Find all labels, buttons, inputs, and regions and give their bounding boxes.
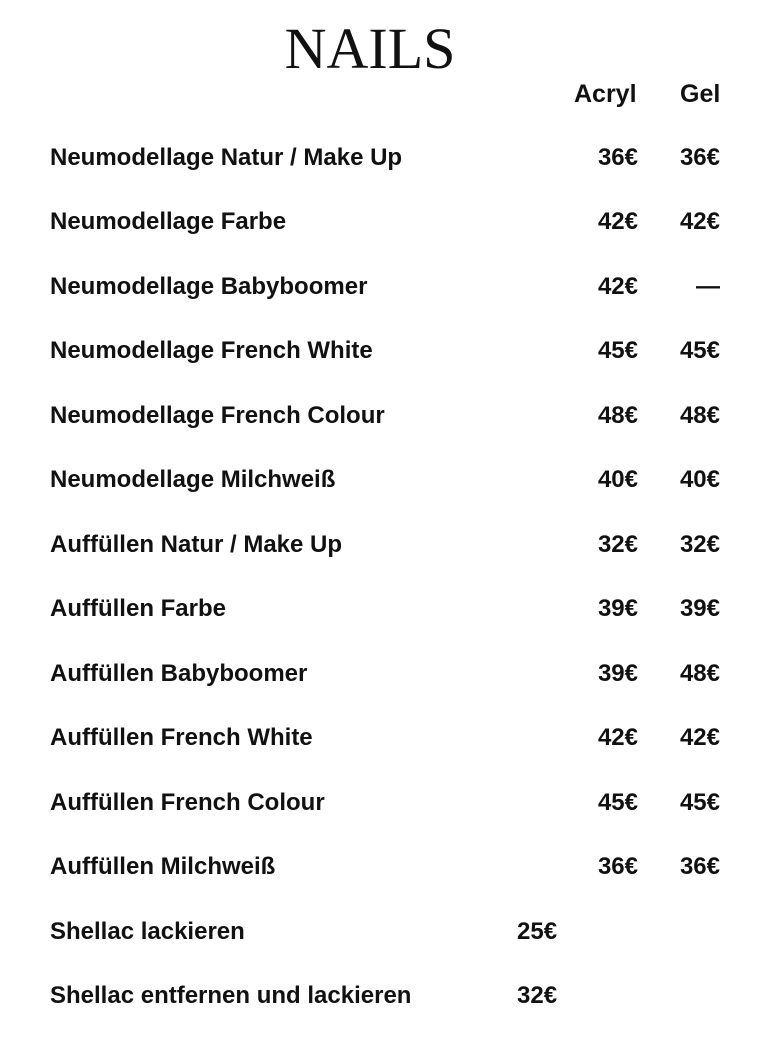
acryl-price: 42€ (597, 208, 638, 235)
gel-price: 48€ (679, 660, 720, 687)
gel-price: 45€ (679, 337, 720, 364)
acryl-price: 45€ (597, 789, 638, 816)
service-name: Shellac lackieren (50, 918, 245, 945)
service-row (50, 462, 740, 498)
column-header-gel: Gel (680, 80, 721, 108)
shellac-row (50, 914, 740, 950)
acryl-price: 48€ (597, 402, 638, 429)
acryl-price: 40€ (597, 466, 638, 493)
acryl-price: 42€ (597, 273, 638, 300)
gel-price: 48€ (679, 402, 720, 429)
service-name: Auffüllen Milchweiß (50, 853, 276, 880)
service-name: Auffüllen French White (50, 724, 313, 751)
column-header-acryl: Acryl (574, 80, 637, 108)
service-name: Neumodellage Natur / Make Up (50, 144, 403, 171)
acryl-price: 39€ (597, 660, 638, 687)
acryl-price: 32€ (597, 531, 638, 558)
acryl-price: 36€ (597, 853, 638, 880)
shellac-row (50, 978, 740, 1014)
service-name: Auffüllen Natur / Make Up (50, 531, 343, 558)
service-name: Auffüllen Babyboomer (50, 660, 308, 687)
service-row (50, 720, 740, 756)
service-name: Neumodellage Milchweiß (50, 466, 336, 493)
gel-price: 45€ (679, 789, 720, 816)
shellac-price: 25€ (517, 918, 558, 945)
service-row (50, 656, 740, 692)
acryl-price: 42€ (597, 724, 638, 751)
gel-price: 39€ (679, 595, 720, 622)
gel-price: 36€ (679, 144, 720, 171)
gel-price: 32€ (679, 531, 720, 558)
gel-price: — (696, 273, 720, 300)
service-row (50, 333, 740, 369)
service-row (50, 527, 740, 563)
gel-price: 42€ (679, 724, 720, 751)
service-row (50, 849, 740, 885)
gel-price: 40€ (679, 466, 720, 493)
acryl-price: 36€ (597, 144, 638, 171)
service-name: Neumodellage Babyboomer (50, 273, 368, 300)
service-name: Shellac entfernen und lackieren (50, 982, 412, 1009)
service-row (50, 785, 740, 821)
gel-price: 42€ (679, 208, 720, 235)
service-name: Auffüllen French Colour (50, 789, 325, 816)
service-row (50, 140, 740, 176)
service-row (50, 398, 740, 434)
page-title: NAILS (284, 16, 456, 81)
shellac-price: 32€ (517, 982, 558, 1009)
service-name: Neumodellage French Colour (50, 402, 385, 429)
service-row (50, 204, 740, 240)
service-name: Neumodellage French White (50, 337, 373, 364)
service-row (50, 269, 740, 305)
service-name: Neumodellage Farbe (50, 208, 287, 235)
service-name: Auffüllen Farbe (50, 595, 227, 622)
acryl-price: 39€ (597, 595, 638, 622)
acryl-price: 45€ (597, 337, 638, 364)
service-row (50, 591, 740, 627)
gel-price: 36€ (679, 853, 720, 880)
